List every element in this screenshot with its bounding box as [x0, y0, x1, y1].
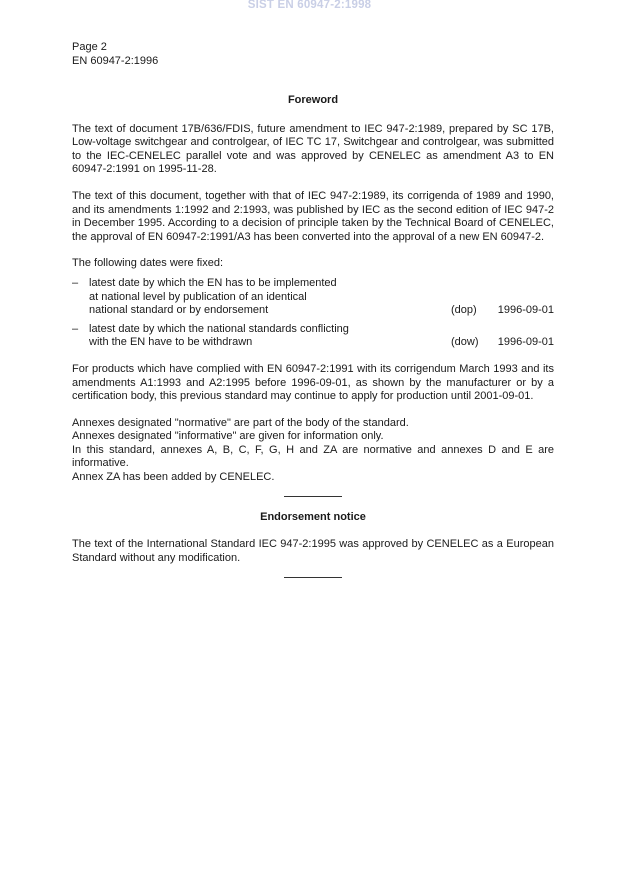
document-page	[72, 41, 554, 578]
page-header	[72, 41, 554, 68]
dates-intro: The following dates were fixed:	[72, 257, 224, 270]
dash-bullet: –	[72, 276, 79, 289]
date-code: (dow)	[451, 336, 479, 349]
document-id: EN 60947-2:1996	[72, 54, 159, 67]
date-line: national standard or by endorsement	[89, 304, 269, 317]
annex-za-note: Annex ZA has been added by CENELEC.	[72, 471, 275, 484]
foreword-paragraph-2: The text of this document, together with that of IEC 947-2:1989, its corrigenda of 1989 and 1990, and its amendments 1:1992 and 2:1993, was published by IEC as the second edition of IEC 947-2 in December 1995. According to a decision of principle taken by the Technical Board of CENELEC, the approval of EN 60947-2:1991/A3 has been converted into the approval of a new EN 60947-2.	[72, 189, 554, 243]
foreword-paragraph-3: For products which have complied with EN 60947-2:1991 with its corrigendum March 1993 and its amendments A1:1993 and A2:1995 before 1996-09-01, as shown by the manufacturer or by a certification body, this previous standard may continue to apply for production until 2001-09-01.	[72, 362, 554, 403]
closing-divider	[284, 577, 342, 578]
foreword-paragraph-1: The text of document 17B/636/FDIS, future amendment to IEC 947-2:1989, prepared by SC 17B, Low-voltage switchgear and controlgear, of IEC TC 17, Switchgear and controlgear, was submitted to the IEC-CENELEC parallel vote and was approved by CENELEC as amendment A3 to EN 60947-2:1991 on 1995-11-28.	[72, 122, 554, 176]
date-line: latest date by which the national standards conflicting	[89, 322, 349, 335]
annex-normative-note: Annexes designated "normative" are part of the body of the standard.	[72, 416, 409, 429]
dates-list	[72, 277, 554, 350]
page-number: Page 2	[72, 41, 107, 53]
date-line: with the EN have to be withdrawn	[89, 336, 253, 349]
list-item	[72, 323, 554, 350]
endorsement-text: The text of the International Standard IEC 947-2:1995 was approved by CENELEC as a European Standard without any modification.	[72, 538, 554, 564]
annex-notes	[72, 417, 554, 485]
dash-bullet: –	[72, 322, 79, 335]
endorsement-title: Endorsement notice	[260, 510, 366, 523]
annex-informative-note: Annexes designated "informative" are given for information only.	[72, 430, 384, 443]
date-line: at national level by publication of an identical	[89, 290, 307, 303]
date-line: latest date by which the EN has to be implemented	[89, 276, 337, 289]
annex-list-note: In this standard, annexes A, B, C, F, G, H and ZA are normative and annexes D and E are informative.	[72, 443, 554, 470]
watermark: SIST EN 60947-2:1998	[247, 0, 372, 11]
list-item	[72, 277, 554, 318]
foreword-title: Foreword	[287, 94, 339, 106]
date-code: (dop)	[451, 304, 477, 317]
date-value: 1996-09-01	[497, 336, 554, 349]
date-value: 1996-09-01	[497, 304, 554, 317]
section-divider	[284, 496, 342, 497]
